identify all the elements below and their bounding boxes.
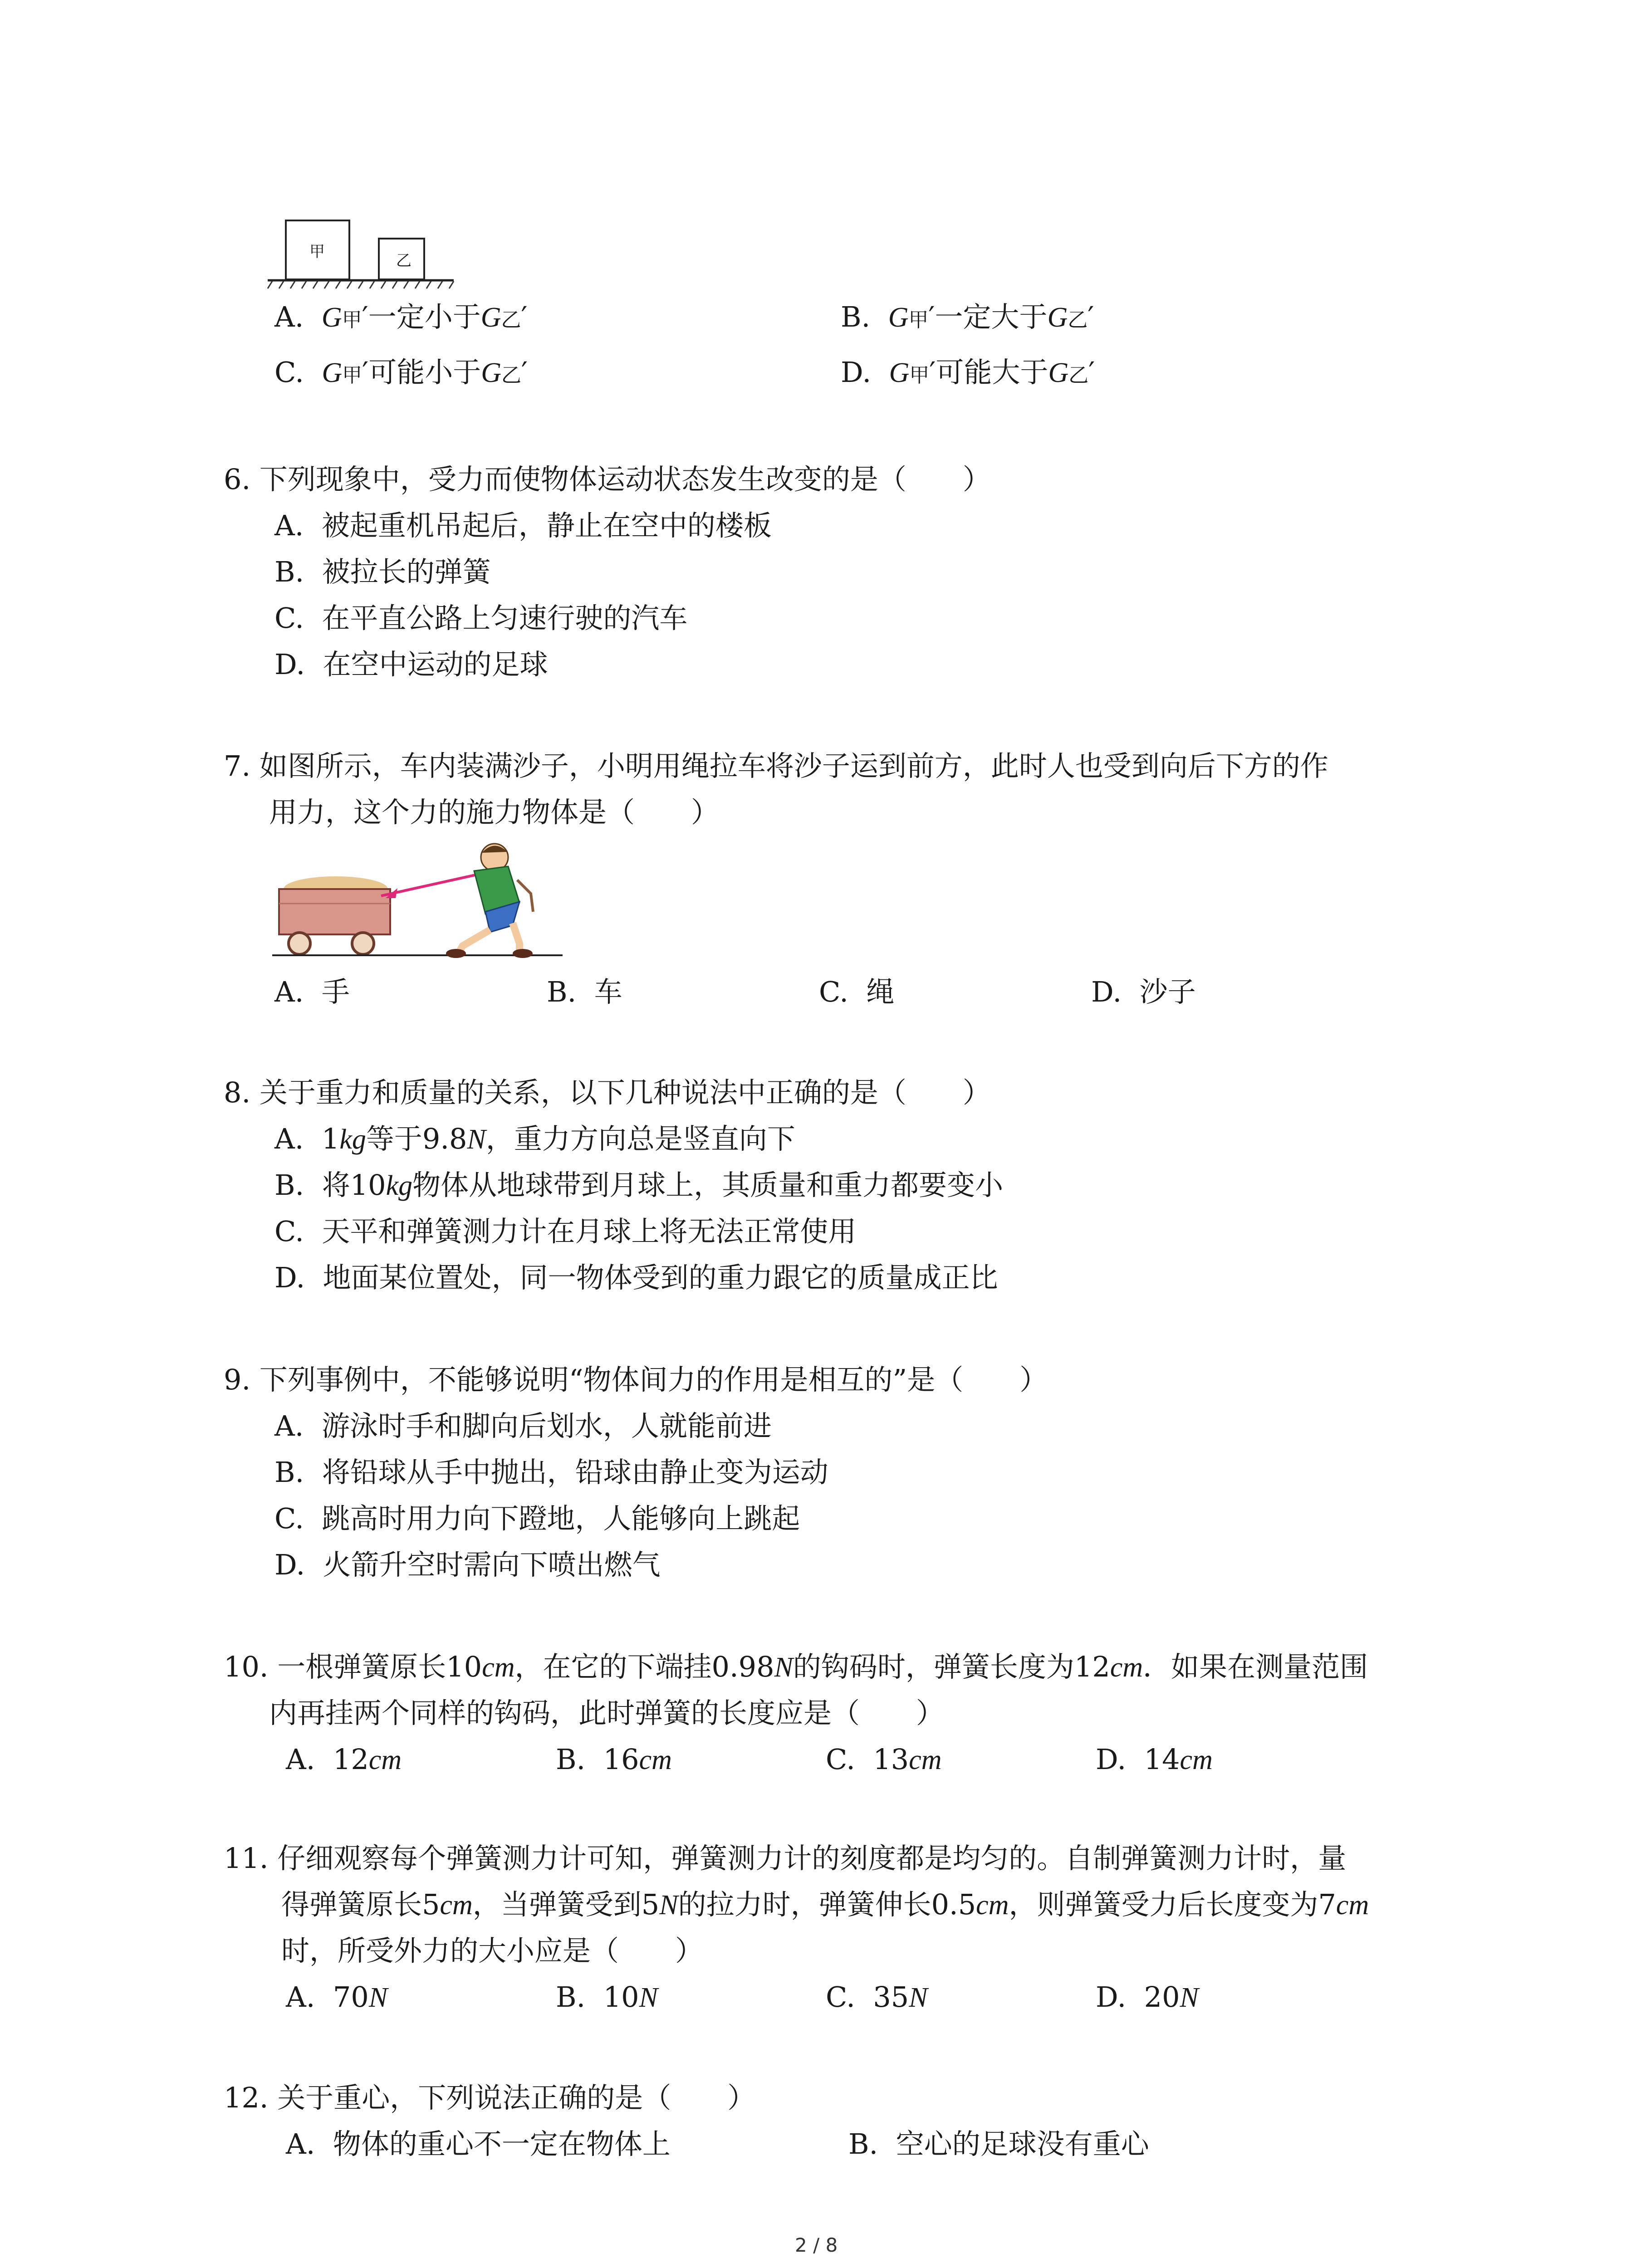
q5-option-a[interactable]: A. G甲′一定小于G乙′ — [274, 300, 528, 333]
q7-option-d[interactable]: D. 沙子 — [1091, 975, 1196, 1008]
q11-stem-line2: 得弹簧原长5cm，当弹簧受到5N的拉力时，弹簧伸长0.5cm，则弹簧受力后长度变为7cm — [281, 1888, 1369, 1921]
q8-option-b[interactable]: B. 将10kg物体从地球带到月球上，其质量和重力都要变小 — [274, 1168, 1004, 1202]
q10-stem-line2: 内再挂两个同样的钩码，此时弹簧的长度应是（ ） — [269, 1696, 945, 1730]
q10-option-b[interactable]: B. 16cm — [556, 1743, 672, 1776]
q12-option-a[interactable]: A. 物体的重心不一定在物体上 — [286, 2127, 671, 2160]
q5-option-c[interactable]: C. G甲′可能小于G乙′ — [274, 356, 528, 389]
boxes-figure — [265, 218, 456, 290]
box-a-label: 甲 — [309, 243, 325, 261]
q10-stem-line1: 10. 一根弹簧原长10cm，在它的下端挂0.98N的钩码时，弹簧长度为12cm．如果在测量范围 — [224, 1650, 1368, 1683]
q12-stem: 12. 关于重心，下列说法正确的是（ ） — [224, 2081, 756, 2114]
q9-option-b[interactable]: B. 将铅球从手中抛出，铅球由静止变为运动 — [274, 1456, 828, 1489]
cart-pull-figure — [272, 835, 563, 971]
q11-option-d[interactable]: D. 20N — [1096, 1980, 1199, 2014]
q8-stem: 8. 关于重力和质量的关系，以下几种说法中正确的是（ ） — [224, 1076, 991, 1109]
q7-stem-line2: 用力，这个力的施力物体是（ ） — [269, 796, 720, 829]
q8-option-a[interactable]: A. 1kg等于9.8N，重力方向总是竖直向下 — [274, 1122, 795, 1155]
q8-option-c[interactable]: C. 天平和弹簧测力计在月球上将无法正常使用 — [274, 1215, 857, 1248]
q10-option-c[interactable]: C. 13cm — [826, 1743, 942, 1776]
q12-option-b[interactable]: B. 空心的足球没有重心 — [848, 2127, 1149, 2160]
q9-option-a[interactable]: A. 游泳时手和脚向后划水，人就能前进 — [274, 1409, 772, 1442]
q9-stem: 9. 下列事例中，不能够说明“物体间力的作用是相互的”是（ ） — [224, 1363, 1048, 1396]
q5-option-b[interactable]: B. G甲′一定大于G乙′ — [841, 300, 1094, 333]
page-number: 2 / 8 — [795, 2234, 838, 2256]
q11-option-c[interactable]: C. 35N — [826, 1980, 928, 2014]
q6-option-a[interactable]: A. 被起重机吊起后，静止在空中的楼板 — [274, 509, 772, 542]
q7-stem-line1: 7. 如图所示，车内装满沙子，小明用绳拉车将沙子运到前方，此时人也受到向后下方的作 — [224, 749, 1328, 782]
q7-option-c[interactable]: C. 绳 — [819, 975, 895, 1008]
q11-stem-line3: 时，所受外力的大小应是（ ） — [281, 1934, 704, 1967]
q11-option-b[interactable]: B. 10N — [556, 1980, 658, 2014]
q7-option-a[interactable]: A. 手 — [274, 975, 350, 1008]
q6-option-c[interactable]: C. 在平直公路上匀速行驶的汽车 — [274, 601, 688, 635]
q6-option-b[interactable]: B. 被拉长的弹簧 — [274, 555, 491, 588]
q5-option-d[interactable]: D. G甲′可能大于G乙′ — [841, 356, 1095, 389]
q9-option-d[interactable]: D. 火箭升空时需向下喷出燃气 — [274, 1548, 661, 1581]
q10-option-d[interactable]: D. 14cm — [1096, 1743, 1213, 1776]
q11-stem-line1: 11. 仔细观察每个弹簧测力计可知，弹簧测力计的刻度都是均匀的。自制弹簧测力计时，量 — [224, 1842, 1347, 1875]
q9-option-c[interactable]: C. 跳高时用力向下蹬地，人能够向上跳起 — [274, 1502, 800, 1535]
q7-option-b[interactable]: B. 车 — [547, 975, 622, 1008]
box-b-label: 乙 — [396, 252, 411, 270]
q6-stem: 6. 下列现象中，受力而使物体运动状态发生改变的是（ ） — [224, 463, 991, 496]
q8-option-d[interactable]: D. 地面某位置处，同一物体受到的重力跟它的质量成正比 — [274, 1261, 998, 1294]
q6-option-d[interactable]: D. 在空中运动的足球 — [274, 648, 548, 681]
q11-option-a[interactable]: A. 70N — [286, 1980, 388, 2014]
q10-option-a[interactable]: A. 12cm — [286, 1743, 402, 1776]
